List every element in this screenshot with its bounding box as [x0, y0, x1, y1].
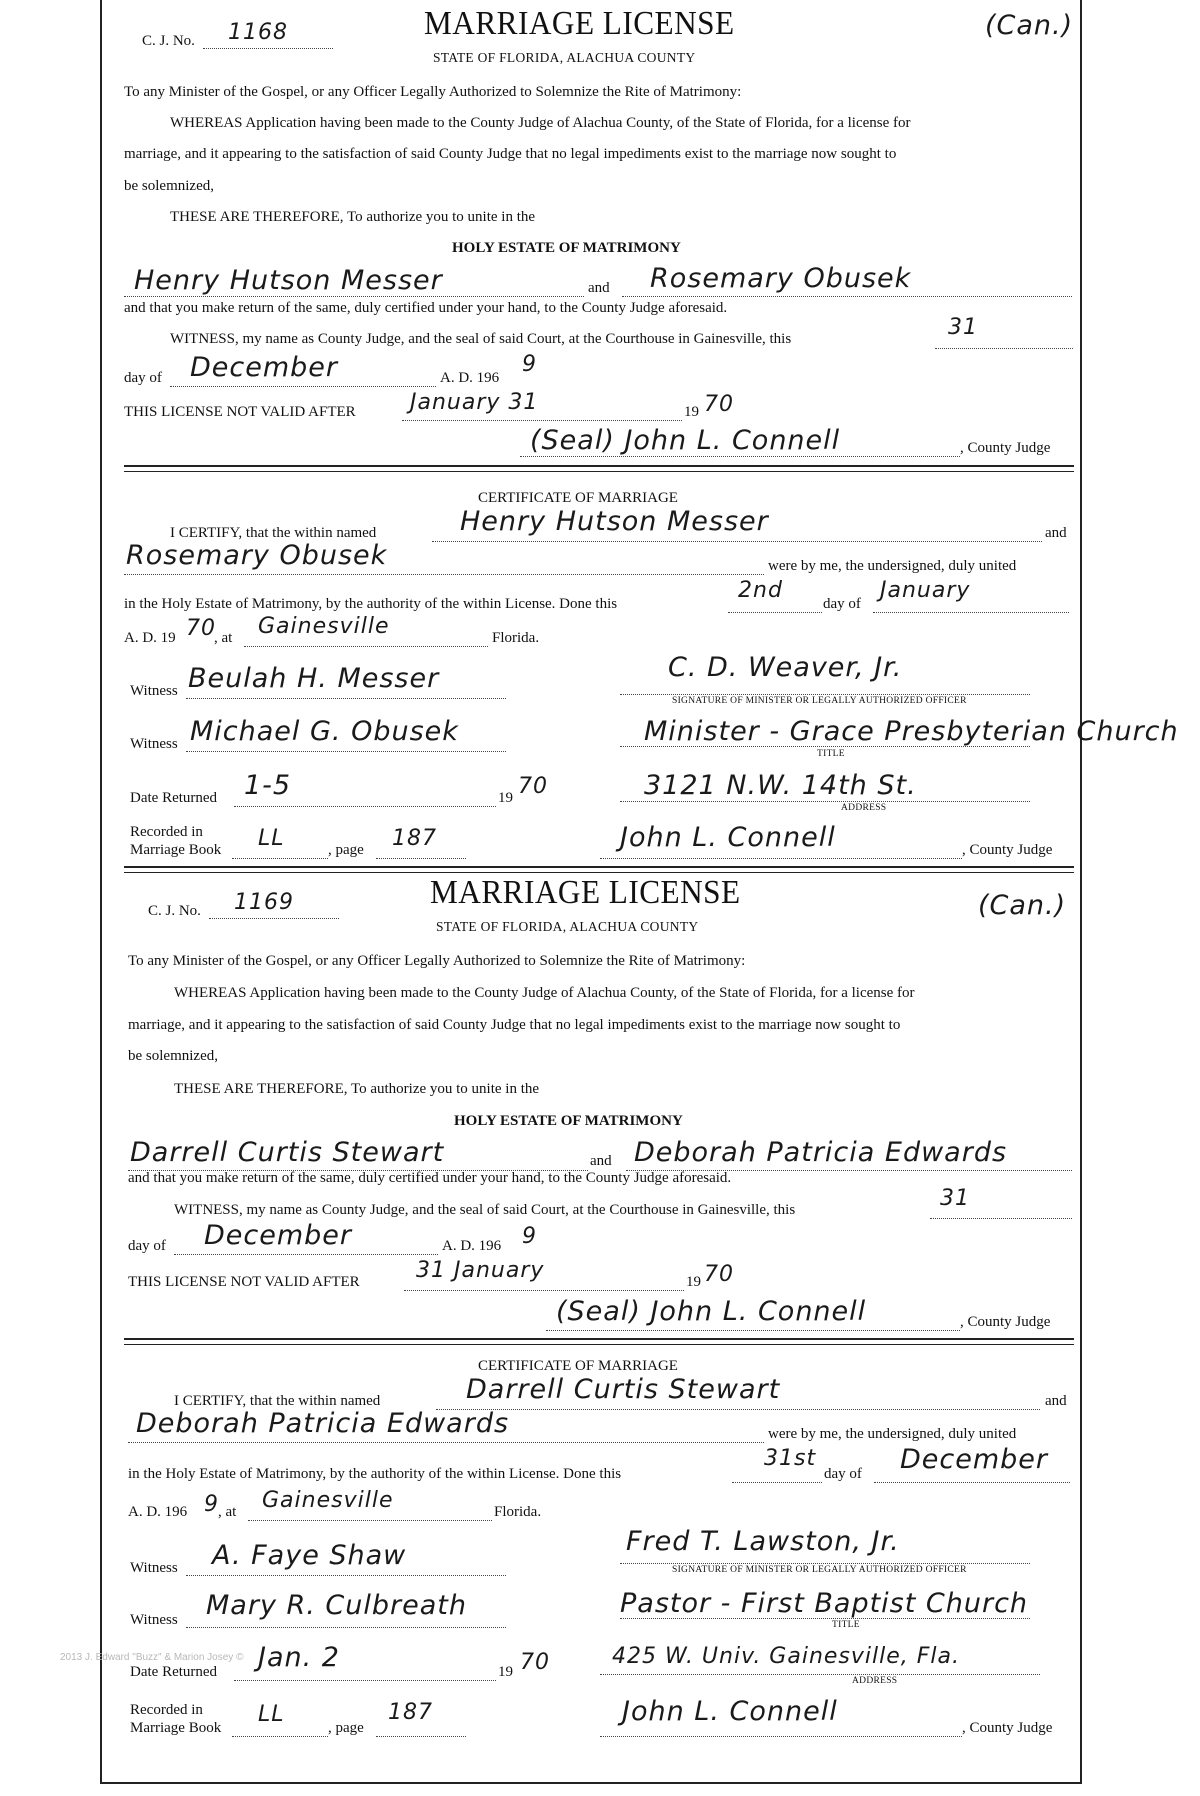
marriage-book-label: Marriage Book — [130, 1720, 222, 1736]
county-judge-label: , County Judge — [960, 1314, 1051, 1330]
holy-estate-heading: HOLY ESTATE OF MATRIMONY — [454, 1113, 683, 1129]
whereas-line-3: be solemnized, — [128, 1048, 218, 1064]
return-line: and that you make return of the same, duly certified under your hand, to the County Judge aforesaid. — [124, 300, 728, 316]
recorded-label: Recorded in — [130, 1702, 203, 1718]
ad-year-digit: 9 — [522, 1224, 537, 1249]
return-line: and that you make return of the same, duly certified under your hand, to the County Judge aforesaid. — [128, 1170, 732, 1186]
certificate-heading: CERTIFICATE OF MARRIAGE — [478, 1358, 678, 1374]
marriage-place: Gainesville — [258, 614, 390, 639]
officer-title: Pastor - First Baptist Church — [620, 1588, 1029, 1619]
salutation-line: To any Minister of the Gospel, or any Officer Legally Authorized to Solemnize the Rite of Matrimony: — [124, 84, 742, 100]
marriage-book-value: LL — [258, 826, 285, 851]
certificate-and-label: and — [1045, 525, 1067, 541]
license-month: December — [190, 352, 339, 383]
page-value: 187 — [392, 826, 437, 851]
marriage-place: Gainesville — [262, 1488, 394, 1513]
copyright-watermark: 2013 J. Edward "Buzz" & Marion Josey © — [60, 1652, 244, 1663]
date-returned-label: Date Returned — [130, 1664, 218, 1680]
groom-name: Henry Hutson Messer — [134, 265, 443, 296]
therefore-line: THESE ARE THEREFORE, To authorize you to unite in the — [170, 209, 536, 225]
holy-estate-heading: HOLY ESTATE OF MATRIMONY — [452, 240, 681, 256]
address-caption: ADDRESS — [841, 803, 887, 813]
certificate-name-2: Rosemary Obusek — [126, 540, 388, 571]
section-divider — [124, 465, 1074, 472]
license-month: December — [204, 1220, 353, 1251]
license-title: MARRIAGE LICENSE — [430, 874, 741, 911]
page-label: , page — [328, 842, 364, 858]
done-day: 31st — [764, 1446, 817, 1471]
not-valid-year: 70 — [704, 1262, 734, 1287]
returned-year-label: 19 — [498, 1664, 513, 1680]
witness-line: WITNESS, my name as County Judge, and the seal of said Court, at the Courthouse in Gainesville, this — [170, 331, 792, 347]
witness-day: 31 — [940, 1186, 970, 1211]
witness-1-signature: A. Faye Shaw — [212, 1540, 407, 1571]
done-day-of-label: day of — [824, 1466, 862, 1482]
whereas-line-3: be solemnized, — [124, 178, 214, 194]
certificate-ad-year: 9 — [204, 1492, 219, 1517]
not-valid-year-label: 19 — [684, 404, 699, 420]
witness-1-label: Witness — [130, 683, 178, 699]
returned-year: 70 — [518, 774, 548, 799]
officer-address: 3121 N.W. 14th St. — [644, 770, 917, 801]
license-subtitle: STATE OF FLORIDA, ALACHUA COUNTY — [436, 919, 699, 934]
page-label: , page — [328, 1720, 364, 1736]
ad-year-digit: 9 — [522, 352, 537, 377]
cj-number-value: 1169 — [234, 890, 294, 915]
cj-number-label: C. J. No. — [148, 903, 201, 919]
certify-label: I CERTIFY, that the within named — [170, 525, 377, 541]
cancelled-note: (Can.) — [985, 10, 1074, 41]
certificate-ad-label: A. D. 19 — [124, 630, 176, 646]
therefore-line: THESE ARE THEREFORE, To authorize you to unite in the — [174, 1081, 540, 1097]
marriage-book-value: LL — [258, 1702, 285, 1727]
recorded-judge-signature: John L. Connell — [620, 822, 836, 853]
returned-year-label: 19 — [498, 790, 513, 806]
and-label: and — [588, 280, 610, 296]
witness-2-label: Witness — [130, 736, 178, 752]
done-day-of-label: day of — [823, 596, 861, 612]
holy-estate-line: in the Holy Estate of Matrimony, by the authority of the within License. Done this — [128, 1466, 622, 1482]
florida-label: Florida. — [494, 1504, 542, 1520]
holy-estate-line: in the Holy Estate of Matrimony, by the authority of the within License. Done this — [124, 596, 618, 612]
witness-1-signature: Beulah H. Messer — [188, 663, 440, 694]
certificate-name-2: Deborah Patricia Edwards — [136, 1408, 510, 1439]
done-day: 2nd — [738, 578, 783, 603]
bride-name: Deborah Patricia Edwards — [634, 1137, 1008, 1168]
recorded-judge-signature: John L. Connell — [622, 1696, 838, 1727]
cj-number-label: C. J. No. — [142, 33, 195, 49]
united-label: were by me, the undersigned, duly united — [768, 558, 1017, 574]
cj-number-value: 1168 — [228, 20, 288, 45]
bride-name: Rosemary Obusek — [650, 263, 912, 294]
florida-label: Florida. — [492, 630, 540, 646]
returned-year: 70 — [520, 1650, 550, 1675]
salutation-line: To any Minister of the Gospel, or any Officer Legally Authorized to Solemnize the Rite of Matrimony: — [128, 953, 746, 969]
witness-2-signature: Mary R. Culbreath — [206, 1590, 467, 1621]
ad-label: A. D. 196 — [440, 370, 500, 386]
marriage-book-label: Marriage Book — [130, 842, 222, 858]
recorded-county-judge-label: , County Judge — [962, 1720, 1053, 1736]
judge-signature: (Seal) John L. Connell — [530, 425, 841, 456]
not-valid-label: THIS LICENSE NOT VALID AFTER — [124, 404, 356, 420]
title-caption: TITLE — [832, 1620, 860, 1630]
not-valid-date: 31 January — [416, 1258, 545, 1283]
and-label: and — [590, 1153, 612, 1169]
officer-signature: C. D. Weaver, Jr. — [668, 652, 903, 683]
officer-address: 425 W. Univ. Gainesville, Fla. — [612, 1644, 961, 1669]
recorded-label: Recorded in — [130, 824, 203, 840]
certificate-ad-year: 70 — [186, 616, 216, 641]
day-of-label: day of — [128, 1238, 166, 1254]
date-returned-label: Date Returned — [130, 790, 218, 806]
not-valid-year-label: 19 — [686, 1274, 701, 1290]
officer-title: Minister - Grace Presbyterian Church — [644, 716, 1179, 747]
certificate-and-label: and — [1045, 1393, 1067, 1409]
whereas-line-2: marriage, and it appearing to the satisfaction of said County Judge that no legal impediments exist to the marriage now sought to — [124, 146, 897, 162]
certificate-ad-label: A. D. 196 — [128, 1504, 188, 1520]
title-caption: TITLE — [817, 749, 845, 759]
ad-label: A. D. 196 — [442, 1238, 502, 1254]
witness-line: WITNESS, my name as County Judge, and the seal of said Court, at the Courthouse in Gainesville, this — [174, 1202, 796, 1218]
not-valid-label: THIS LICENSE NOT VALID AFTER — [128, 1274, 360, 1290]
page-value: 187 — [388, 1700, 433, 1725]
done-month: January — [880, 578, 971, 603]
section-divider — [124, 1338, 1074, 1345]
whereas-line-1: WHEREAS Application having been made to the County Judge of Alachua County, of the State of Florida, for a license for — [170, 115, 911, 131]
at-label: , at — [214, 630, 233, 646]
license-title: MARRIAGE LICENSE — [424, 5, 735, 42]
officer-caption: SIGNATURE OF MINISTER OR LEGALLY AUTHORIZED OFFICER — [672, 1565, 967, 1575]
whereas-line-1: WHEREAS Application having been made to the County Judge of Alachua County, of the State of Florida, for a license for — [174, 985, 915, 1001]
day-of-label: day of — [124, 370, 162, 386]
license-subtitle: STATE OF FLORIDA, ALACHUA COUNTY — [433, 50, 696, 65]
address-caption: ADDRESS — [852, 1676, 898, 1686]
certificate-name-1: Henry Hutson Messer — [460, 506, 769, 537]
date-returned: Jan. 2 — [258, 1642, 340, 1673]
not-valid-date: January 31 — [410, 390, 539, 415]
cancelled-note: (Can.) — [978, 890, 1067, 921]
witness-1-label: Witness — [130, 1560, 178, 1576]
at-label: , at — [218, 1504, 237, 1520]
county-judge-label: , County Judge — [960, 440, 1051, 456]
recorded-county-judge-label: , County Judge — [962, 842, 1053, 858]
groom-name: Darrell Curtis Stewart — [130, 1137, 445, 1168]
section-divider — [124, 866, 1074, 873]
united-label: were by me, the undersigned, duly united — [768, 1426, 1017, 1442]
certificate-name-1: Darrell Curtis Stewart — [466, 1374, 781, 1405]
not-valid-year: 70 — [704, 392, 734, 417]
witness-2-signature: Michael G. Obusek — [190, 716, 459, 747]
date-returned: 1-5 — [244, 770, 292, 801]
witness-day: 31 — [948, 315, 978, 340]
certify-label: I CERTIFY, that the within named — [174, 1393, 381, 1409]
certificate-heading: CERTIFICATE OF MARRIAGE — [478, 490, 678, 506]
judge-signature: (Seal) John L. Connell — [556, 1296, 867, 1327]
done-month: December — [900, 1444, 1049, 1475]
officer-caption: SIGNATURE OF MINISTER OR LEGALLY AUTHORIZED OFFICER — [672, 696, 967, 706]
officer-signature: Fred T. Lawston, Jr. — [626, 1526, 900, 1557]
whereas-line-2: marriage, and it appearing to the satisfaction of said County Judge that no legal impediments exist to the marriage now sought to — [128, 1017, 901, 1033]
witness-2-label: Witness — [130, 1612, 178, 1628]
